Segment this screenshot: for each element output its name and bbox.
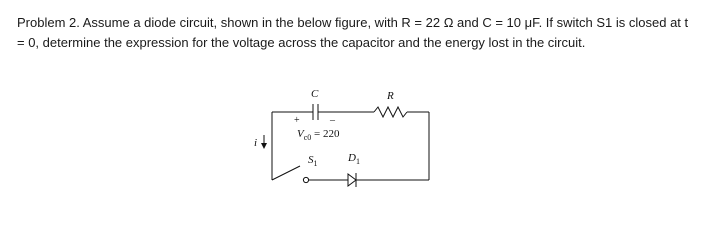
initial-voltage-value: = 220 — [311, 128, 340, 140]
switch-blade — [272, 166, 300, 180]
diode-label — [347, 152, 360, 166]
switch-contact — [303, 177, 308, 182]
switch-label-sub: 1 — [313, 159, 318, 168]
switch-label — [308, 154, 318, 168]
diode-icon — [348, 174, 356, 186]
current-label: i — [254, 137, 258, 149]
current-arrowhead — [261, 143, 267, 149]
circuit-diagram — [250, 86, 450, 196]
diode-label-sub: 1 — [355, 157, 360, 166]
problem-statement: Problem 2. Assume a diode circuit, shown in the below figure, with R = 22 Ω and C = 10 μF. If switch S1 is closed at t = 0, determine the expression for the voltage across the capacitor and the energy lost in the circuit. — [17, 15, 689, 50]
resistor-label: R — [387, 90, 394, 102]
initial-voltage-sub: c0 — [303, 133, 312, 142]
initial-voltage-main: V — [297, 128, 304, 140]
resistor-zigzag — [374, 107, 407, 117]
initial-voltage-label — [297, 128, 340, 142]
plus-sign: + — [294, 115, 300, 126]
minus-sign: – — [330, 115, 335, 126]
diode-label-main: D — [348, 152, 356, 164]
capacitor-label: C — [311, 88, 319, 100]
switch-label-main: S — [308, 154, 314, 166]
